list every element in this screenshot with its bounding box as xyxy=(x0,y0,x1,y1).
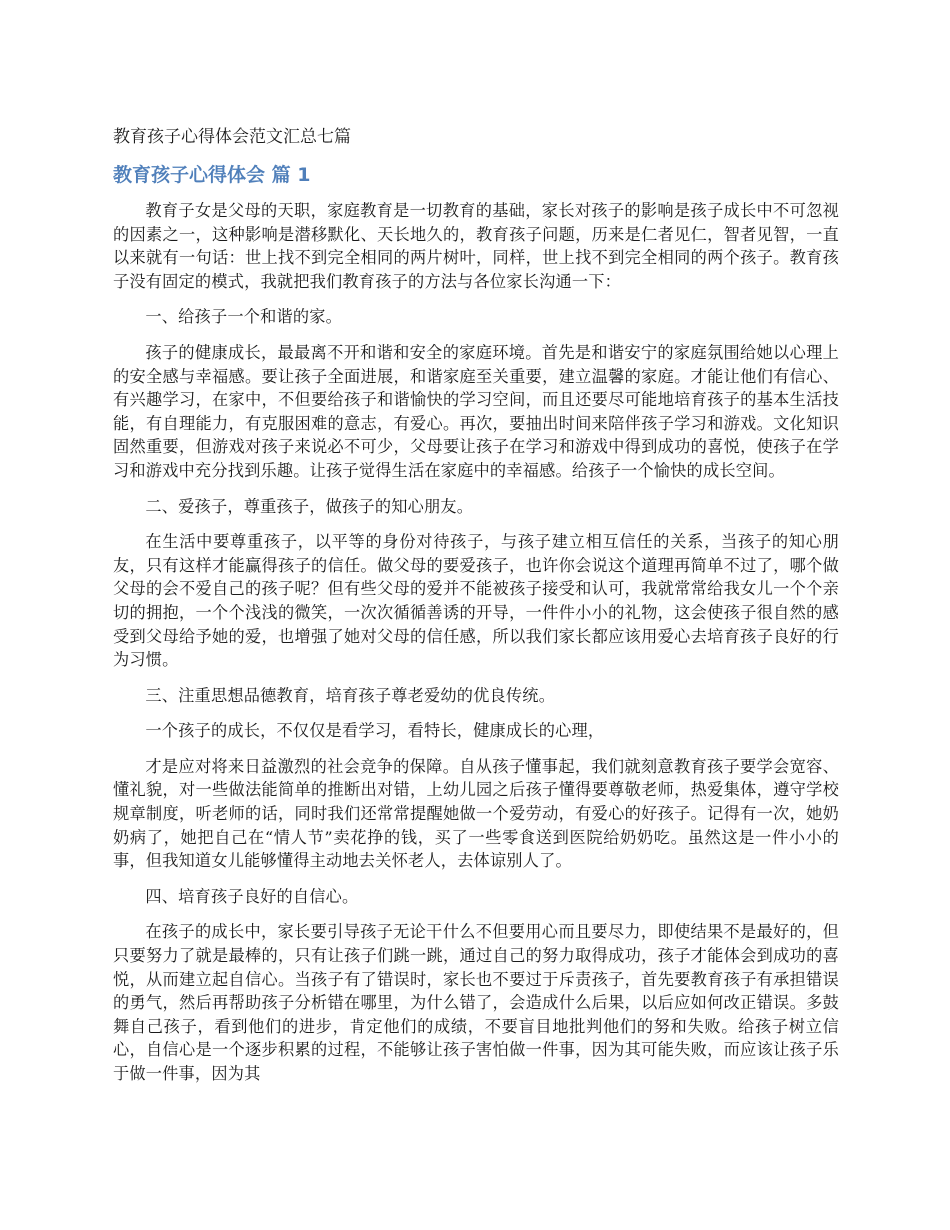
paragraph-4: 在孩子的成长中，家长要引导孩子无论干什么不但要用心而且要尽力，即使结果不是最好的，但只要努力了就是最棒的，只有让孩子们跳一跳，通过自己的努力取得成功，孩子才能体会到成功的喜悦，从而建立起自信心。当孩子有了错误时，家长也不要过于斥责孩子，首先要教育孩子有承担错误的勇气，然后再帮助孩子分析错在哪里，为什么错了，会造成什么后果，以后应如何改正错误。多鼓舞自己孩子，看到他们的进步，肯定他们的成绩，不要盲目地批判他们的努和失败。给孩子树立信心，自信心是一个逐步积累的过程，不能够让孩子害怕做一件事，因为其可能失败，而应该让孩子乐于做一件事，因为其 xyxy=(113,922,839,1083)
document-body xyxy=(113,125,839,1098)
subheading-1: 一、给孩子一个和谐的家。 xyxy=(145,307,343,327)
document-title: 教育孩子心得体会范文汇总七篇 xyxy=(113,127,351,147)
paragraph-1: 孩子的健康成长，最最离不开和谐和安全的家庭环境。首先是和谐安宁的家庭氛围给她以心理上的安全感与幸福感。要让孩子全面进展，和谐家庭至关重要，建立温馨的家庭。才能让他们有信心、有兴趣学习，在家中，不但要给孩子和谐愉快的学习空间，而且还要尽可能地培育孩子的基本生活技能，有自理能力，有克服困难的意志，有爱心。再次，要抽出时间来陪伴孩子学习和游戏。文化知识固然重要，但游戏对孩子来说必不可少，父母要让孩子在学习和游戏中得到成功的喜悦，使孩子在学习和游戏中充分找到乐趣。让孩子觉得生活在家庭中的幸福感。给孩子一个愉快的成长空间。 xyxy=(113,342,839,480)
paragraph-intro: 教育子女是父母的天职，家庭教育是一切教育的基础，家长对孩子的影响是孩子成长中不可忽视的因素之一，这种影响是潜移默化、天长地久的，教育孩子问题，历来是仁者见仁，智者见智，一直以来就有一句话：世上找不到完全相同的两片树叶，同样，世上找不到完全相同的两个孩子。教育孩子没有固定的模式，我就把我们教育孩子的方法与各位家长沟通一下： xyxy=(113,201,839,291)
subheading-2: 二、爱孩子，尊重孩子，做孩子的知心朋友。 xyxy=(145,496,474,516)
paragraph-3b: 才是应对将来日益激烈的社会竞争的保障。自从孩子懂事起，我们就刻意教育孩子要学会宽容、懂礼貌，对一些做法能简单的推断出对错，上幼儿园之后孩子懂得要尊敬老师，热爱集体，遵守学校规章制度，听老师的话，同时我们还常常提醒她做一个爱劳动，有爱心的好孩子。记得有一次，她奶奶病了，她把自己在“情人节”卖花挣的钱，买了一些零食送到医院给奶奶吃。虽然这是一件小小的事，但我知道女儿能够懂得主动地去关怀老人，去体谅别人了。 xyxy=(113,756,839,871)
paragraph-2: 在生活中要尊重孩子，以平等的身份对待孩子，与孩子建立相互信任的关系，当孩子的知心朋友，只有这样才能赢得孩子的信任。做父母的要爱孩子，也许你会说这个道理再简单不过了，哪个做父母的会不爱自己的孩子呢？但有些父母的爱并不能被孩子接受和认可，我就常常给我女儿一个个亲切的拥抱，一个个浅浅的微笑，一次次循循善诱的开导，一件件小小的礼物，这会使孩子很自然的感受到父母给予她的爱，也增强了她对父母的信任感，所以我们家长都应该用爱心去培育孩子良好的行为习惯。 xyxy=(113,532,839,670)
subheading-3: 三、注重思想品德教育，培育孩子尊老爱幼的优良传统。 xyxy=(145,685,556,705)
paragraph-3a: 一个孩子的成长，不仅仅是看学习，看特长，健康成长的心理， xyxy=(145,721,605,741)
subheading-4: 四、培育孩子良好的自信心。 xyxy=(145,886,359,906)
section-heading: 教育孩子心得体会 篇 1 xyxy=(113,164,311,186)
